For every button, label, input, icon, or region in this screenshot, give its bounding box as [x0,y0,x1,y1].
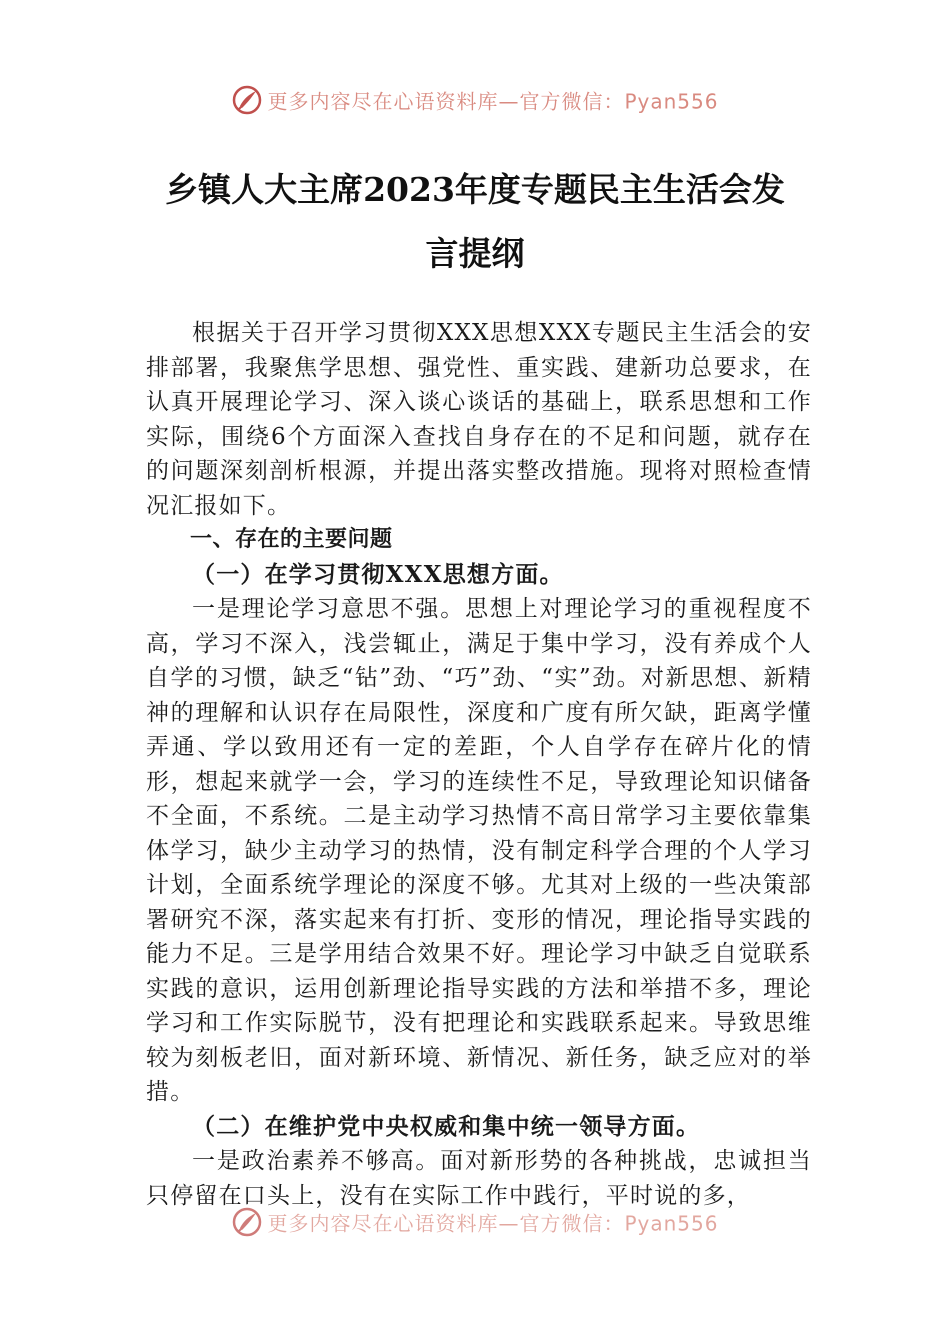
document-title-line2: 言提纲 [425,234,525,273]
subsection-heading-2: （二）在维护党中央权威和集中统一领导方面。 [192,1112,701,1140]
watermark-text: 更多内容尽在心语资料库—官方微信：Pyan556 [267,89,719,114]
document-title-line1: 乡镇人大主席2023年度专题民主生活会发 [165,170,785,209]
subsection-heading-1: （一）在学习贯彻XXX思想方面。 [192,560,564,588]
brush-logo-icon [231,84,263,116]
watermark-header [0,84,950,116]
watermark-footer [0,1206,950,1238]
brush-logo-icon [231,1206,263,1238]
document-body [146,316,812,1213]
section-heading-problems: 一、存在的主要问题 [190,527,393,552]
subsection-body-2: 一是政治素养不够高。面对新形势的各种挑战，忠诚担当只停留在口头上，没有在实际工作中践行，平时说的多， [146,1148,812,1209]
subsection-body-1: 一是理论学习意思不强。思想上对理论学习的重视程度不高，学习不深入，浅尝辄止，满足于集中学习，没有养成个人自学的习惯，缺乏“钻”劲、“巧”劲、“实”劲。对新思想、新精神的理解和认识存在局限性，深度和广度有所欠缺，距离学懂弄通、学以致用还有一定的差距，个人自学存在碎片化的情形，想起来就学一会，学习的连续性不足，导致理论知识储备不全面，不系统。二是主动学习热情不高日常学习主要依靠集体学习，缺少主动学习的热情，没有制定科学合理的个人学习计划，全面系统学理论的深度不够。尤其对上级的一些决策部署研究不深，落实起来有打折、变形的情况，理论指导实践的能力不足。三是学用结合效果不好。理论学习中缺乏自觉联系实践的意识，运用创新理论指导实践的方法和举措不多，理论学习和工作实际脱节，没有把理论和实践联系起来。导致思维较为刻板老旧，面对新环境、新情况、新任务，缺乏应对的举措。 [146,596,812,1105]
intro-paragraph: 根据关于召开学习贯彻XXX思想XXX专题民主生活会的安排部署，我聚焦学思想、强党性、重实践、建新功总要求，在认真开展理论学习、深入谈心谈话的基础上，联系思想和工作实际，围绕6个方面深入查找自身存在的不足和问题，就存在的问题深刻剖析根源，并提出落实整改措施。现将对照检查情况汇报如下。 [146,320,812,519]
watermark-text: 更多内容尽在心语资料库—官方微信：Pyan556 [267,1211,719,1236]
